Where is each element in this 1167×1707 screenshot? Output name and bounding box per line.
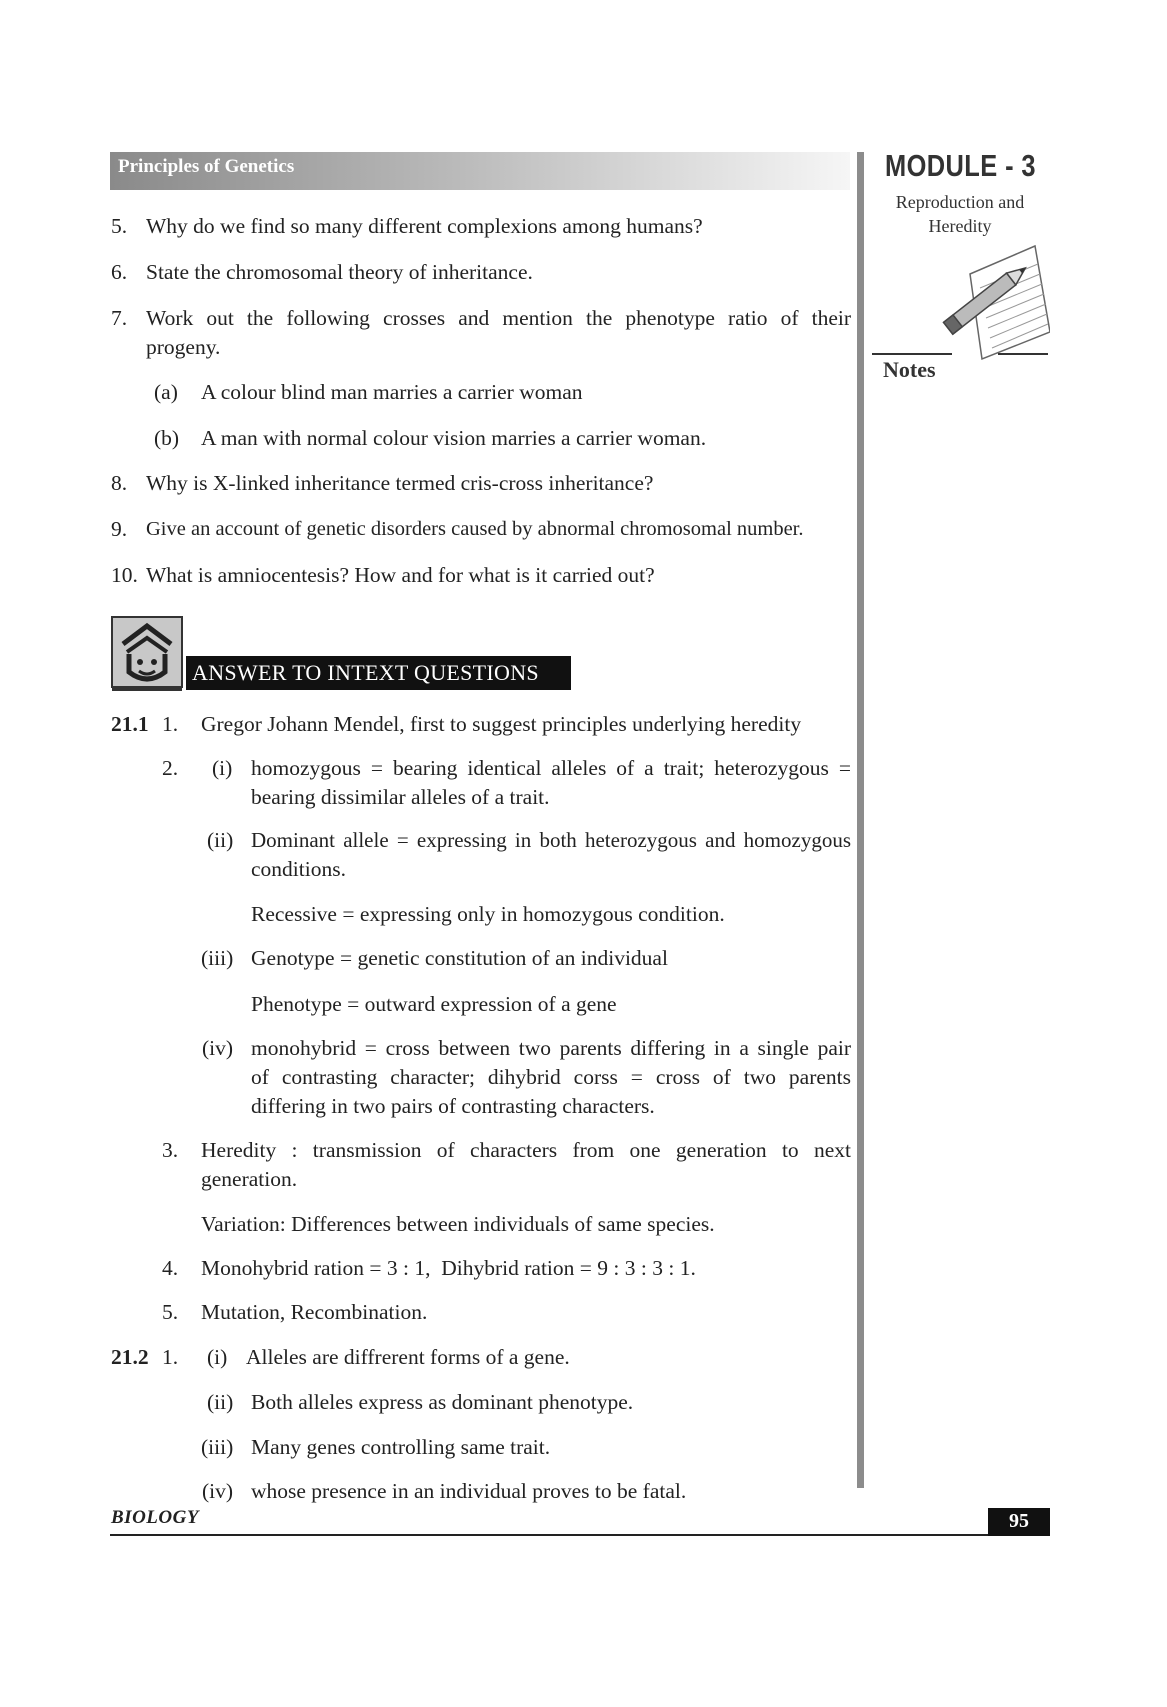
sub-number: (iv): [202, 1036, 234, 1060]
answer-section-icon: [111, 616, 183, 692]
question-10: [111, 561, 851, 591]
module-title: MODULE - 3: [885, 148, 1036, 183]
question-text: State the chromosomal theory of inheritance.: [146, 260, 533, 284]
sub-number: (iii): [201, 1435, 234, 1459]
answer-21-2-1-ii: [111, 1388, 851, 1418]
question-7: [111, 304, 851, 364]
notes-label: Notes: [883, 357, 936, 382]
answer-text-line2: bearing dissimilar alleles of a trait.: [251, 785, 550, 809]
question-number: 9.: [111, 517, 128, 541]
question-5: [111, 212, 851, 242]
module-subtitle-line1: Reproduction and: [895, 192, 1025, 212]
answer-text-line2: of contrasting character; dihybrid corss = cross of two parents: [251, 1065, 851, 1089]
answer-21-1-2-iv: [111, 1034, 851, 1124]
answer-text-line2: conditions.: [251, 857, 346, 881]
answer-text-line3: differing in two pairs of contrasting characters.: [251, 1094, 655, 1118]
question-text-line1: Work out the following crosses and mention the phenotype ratio of their: [146, 306, 851, 330]
sub-number: (ii): [207, 1390, 234, 1414]
question-6: [111, 258, 851, 288]
answer-text: Alleles are diffrerent forms of a gene.: [246, 1345, 570, 1369]
answer-text-line1: monohybrid = cross between two parents differing in a single pair: [251, 1036, 851, 1060]
section-label: 21.1: [111, 712, 149, 736]
question-text: A colour blind man marries a carrier woman: [201, 380, 583, 404]
answer-21-1-3: [111, 1136, 851, 1240]
answer-text: Monohybrid ration = 3 : 1, Dihybrid ration = 9 : 3 : 3 : 1.: [201, 1256, 696, 1280]
answer-number: 4.: [162, 1256, 179, 1280]
question-number: 10.: [111, 563, 138, 587]
answer-21-1-2-i: [111, 754, 851, 814]
sub-number: (ii): [207, 828, 234, 852]
answer-text: Many genes controlling same trait.: [251, 1435, 551, 1459]
answer-21-2-1-iii: [111, 1433, 851, 1463]
question-7a: [154, 378, 851, 408]
footer-rule: [110, 1534, 1050, 1536]
answer-number: 5.: [162, 1300, 179, 1324]
answer-number: 1.: [162, 1345, 179, 1369]
question-8: [111, 469, 851, 499]
answer-number: 1.: [162, 712, 179, 736]
sub-number: (i): [207, 1345, 228, 1369]
answer-text: Gregor Johann Mendel, first to suggest principles underlying heredity: [201, 712, 802, 736]
question-text: A man with normal colour vision marries a carrier woman.: [201, 426, 707, 450]
answer-21-1-1: [111, 710, 851, 740]
section-label: 21.2: [111, 1345, 149, 1369]
answers-heading: ANSWER TO INTEXT QUESTIONS: [186, 656, 571, 690]
margin-divider: [857, 152, 864, 1488]
module-subtitle: [880, 190, 1040, 238]
answer-text-line2: Phenotype = outward expression of a gene: [251, 992, 617, 1016]
answer-text-line1: homozygous = bearing identical alleles of a trait; heterozygous =: [251, 756, 851, 780]
answer-21-1-5: [111, 1298, 851, 1328]
answer-text-line1: Genotype = genetic constitution of an individual: [251, 946, 668, 970]
answer-text-line2: generation.: [201, 1167, 298, 1191]
question-text: Why do we find so many different complexions among humans?: [146, 214, 703, 238]
module-subtitle-line2: Heredity: [928, 216, 992, 236]
question-7b: [154, 424, 851, 454]
answer-text: Mutation, Recombination.: [201, 1300, 428, 1324]
question-number: (b): [154, 426, 180, 450]
question-9: [111, 515, 851, 545]
sub-number: (iv): [202, 1479, 234, 1503]
answer-number: 3.: [162, 1138, 179, 1162]
page-number: 95: [988, 1508, 1050, 1536]
notes-rule-right: [998, 353, 1048, 355]
notes-pencil-icon: [940, 244, 1050, 368]
chapter-title: Principles of Genetics: [118, 156, 295, 177]
answer-21-1-2-iii: [111, 944, 851, 1020]
answer-21-2-1-iv: [111, 1477, 851, 1507]
answer-text-line3: Variation: Differences between individuals of same species.: [201, 1212, 715, 1236]
question-number: 8.: [111, 471, 128, 495]
answer-number: 2.: [162, 756, 179, 780]
footer-subject: BIOLOGY: [111, 1507, 199, 1528]
question-number: 5.: [111, 214, 128, 238]
answer-text-line1: Heredity : transmission of characters from one generation to next: [201, 1138, 851, 1162]
question-text: What is amniocentesis? How and for what is it carried out?: [146, 563, 655, 587]
answer-text-line3: Recessive = expressing only in homozygous condition.: [251, 902, 725, 926]
question-number: (a): [154, 380, 178, 404]
question-text: Give an account of genetic disorders caused by abnormal chromosomal number.: [146, 518, 804, 540]
notes-rule-left: [872, 353, 952, 355]
question-text-line2: progeny.: [146, 335, 221, 359]
answer-21-2-1-i: [111, 1343, 851, 1373]
sub-number: (iii): [201, 946, 234, 970]
sub-number: (i): [212, 756, 233, 780]
question-number: 7.: [111, 306, 128, 330]
answer-21-1-4: [111, 1254, 851, 1284]
answer-21-1-2-ii: [111, 826, 851, 930]
answer-text-line1: Dominant allele = expressing in both heterozygous and homozygous: [251, 828, 851, 852]
answer-text: Both alleles express as dominant phenotype.: [251, 1390, 634, 1414]
question-number: 6.: [111, 260, 128, 284]
question-text: Why is X-linked inheritance termed cris-cross inheritance?: [146, 471, 654, 495]
answer-text: whose presence in an individual proves to be fatal.: [251, 1479, 687, 1503]
